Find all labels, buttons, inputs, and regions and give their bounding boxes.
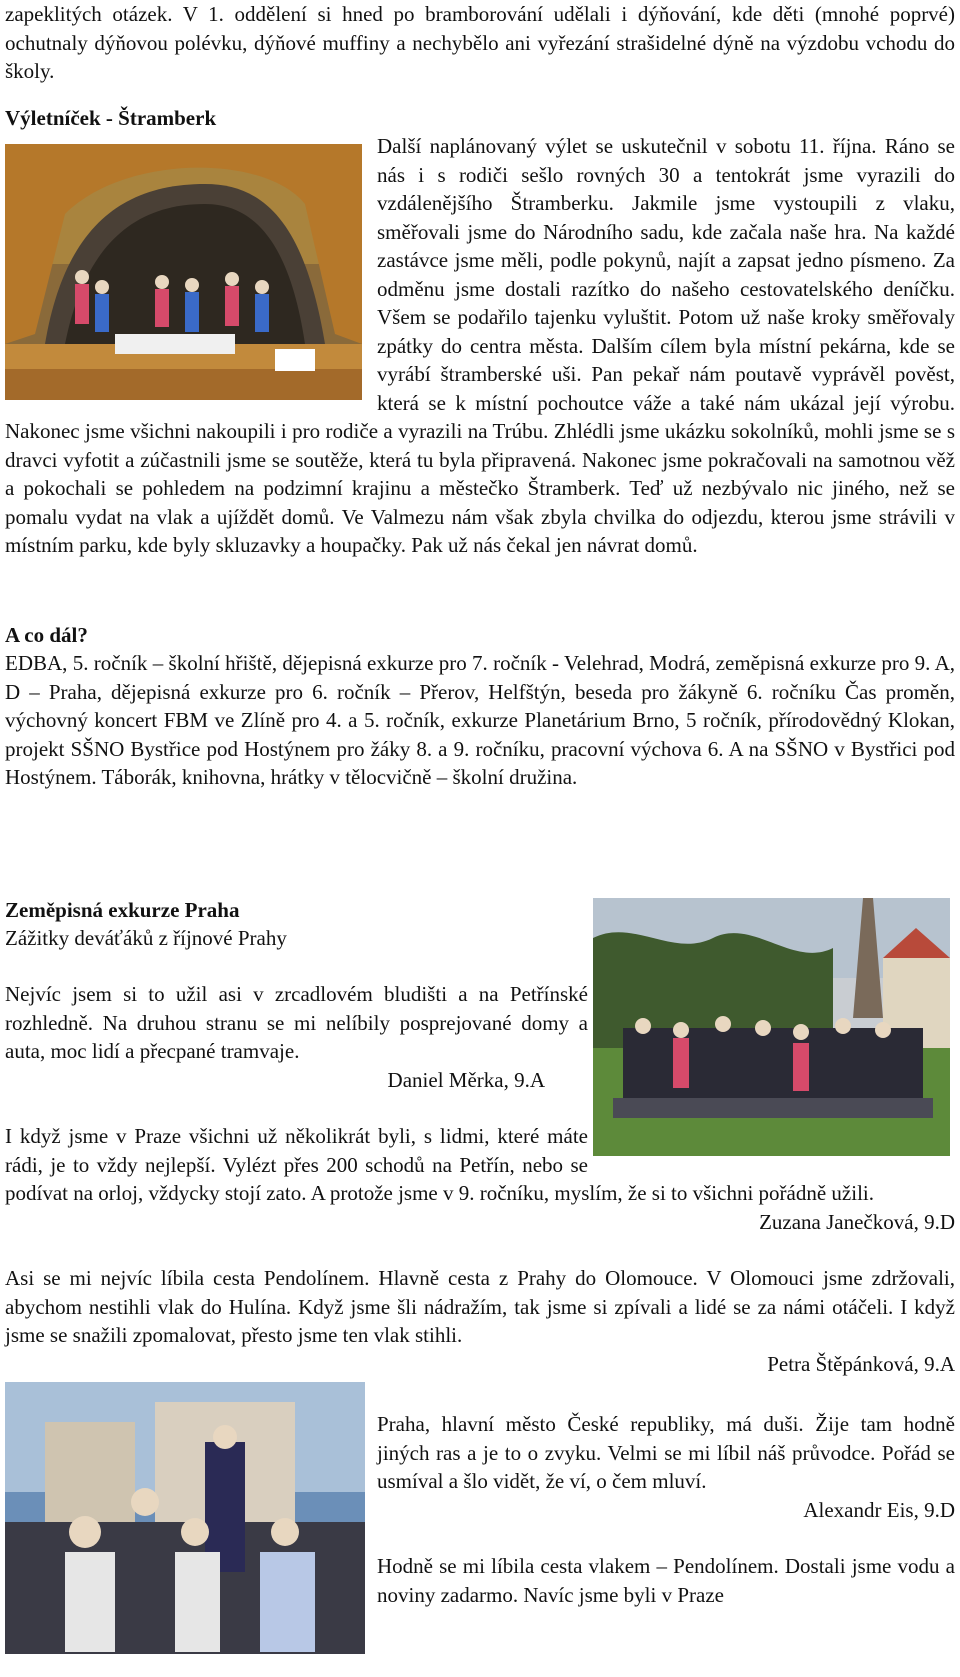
praha-group-photo — [593, 898, 950, 1156]
entry-author-1: Daniel Měrka, 9.A — [387, 1067, 545, 1092]
codal-heading: A co dál? — [5, 623, 88, 647]
entry-text-5: Hodně se mi líbila cesta vlakem – Pendolínem. Dostali jsme vodu a noviny zadarmo. Navíc jsme byli v Praze — [377, 1554, 955, 1607]
entry-author-4: Alexandr Eis, 9.D — [803, 1497, 955, 1522]
entry-author-2: Zuzana Janečková, 9.D — [759, 1209, 955, 1234]
entry-author-3: Petra Štěpánková, 9.A — [767, 1351, 955, 1376]
entry-text-4: Praha, hlavní město České republiky, má duši. Žije tam hodně jiných ras a je to o zvyku. Velmi se mi líbil náš průvodce. Pořád se usmíval a šlo vidět, že ví, o čem mluví. — [377, 1412, 955, 1493]
praha-guard-photo-float — [5, 1382, 377, 1654]
intro-paragraph: zapeklitých otázek. V 1. oddělení si hned po bramborování udělali i dýňování, kde děti (mnohé poprvé) ochutnaly dýňovou polévku, dýňové muffiny a nechybělo ani vyřezání strašidelné dýně na výzdobu vchodu do školy. — [5, 2, 955, 83]
codal-text: EDBA, 5. ročník – školní hřiště, dějepisná exkurze pro 7. ročník - Velehrad, Modrá, zeměpisná exkurze pro 9. A, D – Praha, dějepisná exkurze pro 6. ročník – Přerov, Helfštýn, beseda pro žákyně 6. ročníku Čas proměn, výchovný koncert FBM ve Zlíně pro 4. a 5. ročník, exkurze Planetárium Brno, 5 ročník, přírodovědný Klokan, projekt SŠNO Bystřice pod Hostýnem pro žáky 8. a 9. ročníku, pracovní výchova 6. A na SŠNO v Bystřici pod Hostýnem. Táborák, knihovna, hrátky v tělocvičně – školní družina. — [5, 651, 955, 789]
stramberk-text: Další naplánovaný výlet se uskutečnil v sobotu 11. října. Ráno se nás i s rodiči sešlo rovných 30 a tentokrát jsme vyrazili do vzdálenějšího Štramberku. Jakmile jsme vystoupili z vlaku, směřovali jsme do Národního sadu, kde začala naše hra. Na každé zastávce jsme měli, podle pokynů, najít a zapsat jedno písmeno. Za odměnu jsme dostali razítko do našeho cestovatelského deníčku. Všem se podařilo tajenku vyluštit. Potom už naše kroky směřovaly zpátky do centra města. Dalším cílem byla místní pekárna, kde se vyrábí štramberské uši. Pan pekař nám poutavě vyprávěl pověst, která se k místní pochoutce váže a také nám ukázal její výrobu. Nakonec jsme všichni nakoupili i pro rodiče a vyrazili na Trúbu. Zhlédli jsme ukázku sokolníků, mohli jsme se s dravci vyfotit a zúčastnili jsme se soutěže, která tu byla připravená. Nakonec jsme pokračovali na samotnou věž a pokochali se pohledem na podzimní krajinu a městečko Štramberk. Teď už nezbývalo nic jiného, než se pomalu vydat na vlak a ujíždět domů. Ve Valmezu nám však zbyla chvilka do odjezdu, kterou jsme strávili v místním parku, kde byly skluzavky a houpačky. Pak už nás čekal jen návrat domů. — [5, 134, 955, 557]
stramberk-photo-float — [5, 132, 377, 402]
stramberk-section — [5, 132, 955, 560]
stramberk-heading: Výletníček - Štramberk — [5, 106, 217, 130]
praha-heading: Zeměpisná exkurze Praha — [5, 898, 240, 922]
entry-text-1: Nejvíc jsem si to užil asi v zrcadlovém bludišti a na Petřínské rozhledně. Na druhou stranu se mi nelíbily posprejované domy a auta, moc lidí a přecpané tramvaje. — [5, 982, 588, 1063]
stramberk-cave-photo — [5, 144, 362, 400]
entry-text-2: I když jsme v Praze všichni už několikrát byli, s lidmi, které máte rádi, je to vždy nejlepší. Vylézt přes 200 schodů na Petřín, nebo se podívat na orloj, vždycky stojí zato. A protože jsme v 9. ročníku, myslím, že si to všichni pořádně užili. — [5, 1124, 875, 1205]
praha-guard-photo — [5, 1382, 365, 1654]
praha-entries — [5, 980, 955, 1654]
entry-text-3: Asi se mi nejvíc líbila cesta Pendolínem. Hlavně cesta z Prahy do Olomouce. V Olomouci jsme zdržovali, abychom nestihli vlak do Hulína. Když jsme šli nádražím, tak jsme si zpívali a lidé se za námi otáčeli. I když jsme se snažili zpomalovat, přesto jsme ten vlak stihli. — [5, 1266, 955, 1347]
praha-subheading: Zážitky deváťáků z říjnové Prahy — [5, 926, 287, 950]
praha-photo-float — [588, 898, 955, 1160]
